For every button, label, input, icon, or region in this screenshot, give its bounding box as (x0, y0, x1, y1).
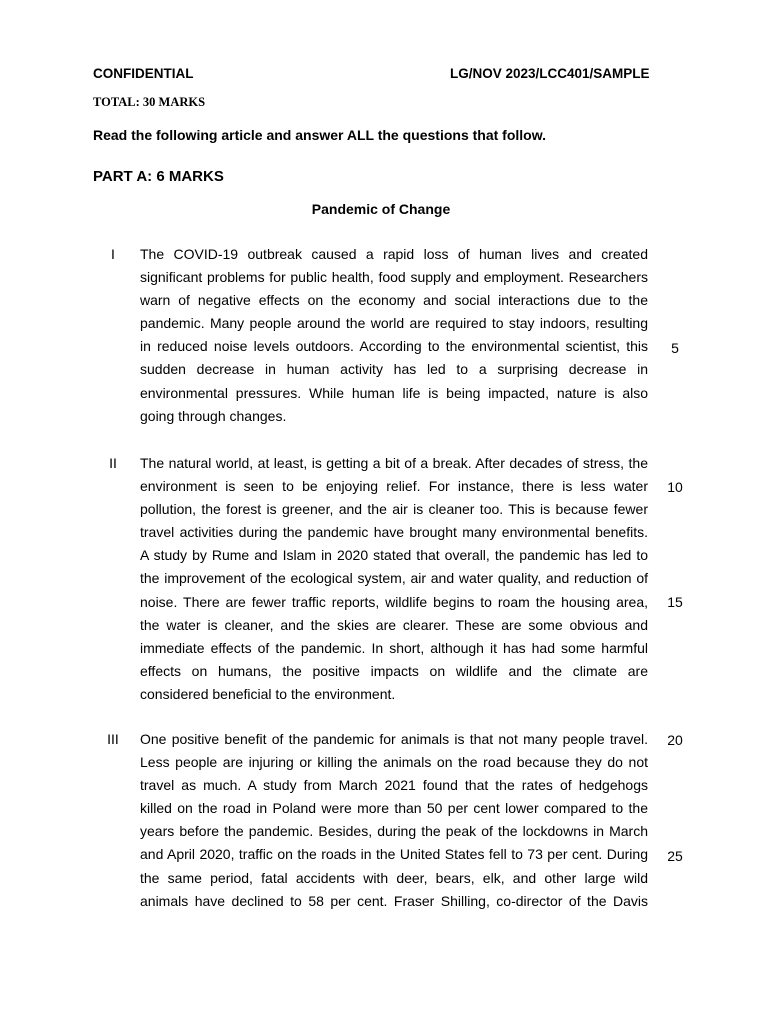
article-title (0, 201, 768, 217)
line-number: 25 (667, 848, 683, 864)
paragraph-line: the improvement of the ecological system, air and water quality, and reduction of (140, 570, 648, 587)
paragraph-line: years before the pandemic. Besides, during the peak of the lockdowns in March (140, 823, 648, 840)
paragraph-line: going through changes. (140, 407, 287, 424)
paragraph-line: travel as much. A study from March 2021 found that the rates of hedgehogs (140, 777, 648, 794)
paragraph-line: animals have declined to 58 per cent. Fraser Shilling, co-director of the Davis (140, 892, 648, 909)
paragraph-3 (140, 728, 648, 913)
paragraph-line: significant problems for public health, food supply and employment. Researchers (140, 269, 648, 286)
instruction-text: Read the following article and answer ALL the questions that follow. (93, 127, 546, 143)
paragraph-number: I (111, 246, 115, 262)
paragraph-line: the same period, fatal accidents with deer, bears, elk, and other large wild (140, 869, 648, 886)
confidential-label: CONFIDENTIAL (93, 66, 194, 81)
paragraph-line: killed on the road in Poland were more than 50 per cent lower compared to the (140, 800, 648, 817)
line-number: 5 (671, 340, 679, 356)
paragraph-line: and April 2020, traffic on the roads in the United States fell to 73 per cent. During (140, 846, 648, 863)
article-title-text: Pandemic of Change (311, 201, 451, 217)
line-number: 20 (667, 732, 683, 748)
total-marks: TOTAL: 30 MARKS (93, 95, 206, 109)
paragraph-line: immediate effects of the pandemic. In short, although it has had some harmful (140, 639, 648, 656)
paragraph-line: warn of negative effects on the economy and social interactions due to the (140, 292, 648, 309)
paragraph-line: considered beneficial to the environment. (140, 685, 396, 702)
paragraph-line: Less people are injuring or killing the animals on the road because they do not (140, 754, 648, 771)
paragraph-line: One positive benefit of the pandemic for animals is that not many people travel. (140, 731, 648, 747)
paragraph-line: pandemic. Many people around the world are required to stay indoors, resulting (140, 315, 648, 332)
paragraph-line: The natural world, at least, is getting a bit of a break. After decades of stress, the (140, 455, 648, 471)
paragraph-line: environmental pressures. While human life is being impacted, nature is also (140, 384, 648, 401)
paragraph-line: noise. There are fewer traffic reports, wildlife begins to roam the housing area, (140, 593, 648, 610)
paragraph-line: in reduced noise levels outdoors. According to the environmental scientist, this (140, 338, 648, 355)
paragraph-line: travel activities during the pandemic have brought many environmental benefits. (140, 524, 648, 541)
paragraph-number: III (107, 731, 119, 747)
paragraph-number: II (109, 455, 117, 471)
paragraph-line: environment is seen to be enjoying relief. For instance, there is less water (140, 478, 648, 495)
paragraph-line: effects on humans, the positive impacts on wildlife and the climate are (140, 662, 648, 679)
paragraph-line: A study by Rume and Islam in 2020 stated that overall, the pandemic has led to (140, 547, 648, 564)
paragraph-line: The COVID-19 outbreak caused a rapid loss of human lives and created (140, 246, 648, 262)
paragraph-line: the water is cleaner, and the skies are clearer. These are some obvious and (140, 616, 648, 633)
line-number: 15 (667, 594, 683, 610)
part-heading: PART A: 6 MARKS (93, 168, 224, 185)
document-code: LG/NOV 2023/LCC401/SAMPLE (450, 66, 650, 81)
paragraph-line: pollution, the forest is greener, and the air is cleaner too. This is because fewer (140, 501, 648, 518)
paragraph-line: sudden decrease in human activity has led to a surprising decrease in (140, 361, 648, 378)
paragraph-1 (140, 243, 648, 428)
line-number: 10 (667, 479, 683, 495)
paragraph-2 (140, 452, 648, 706)
